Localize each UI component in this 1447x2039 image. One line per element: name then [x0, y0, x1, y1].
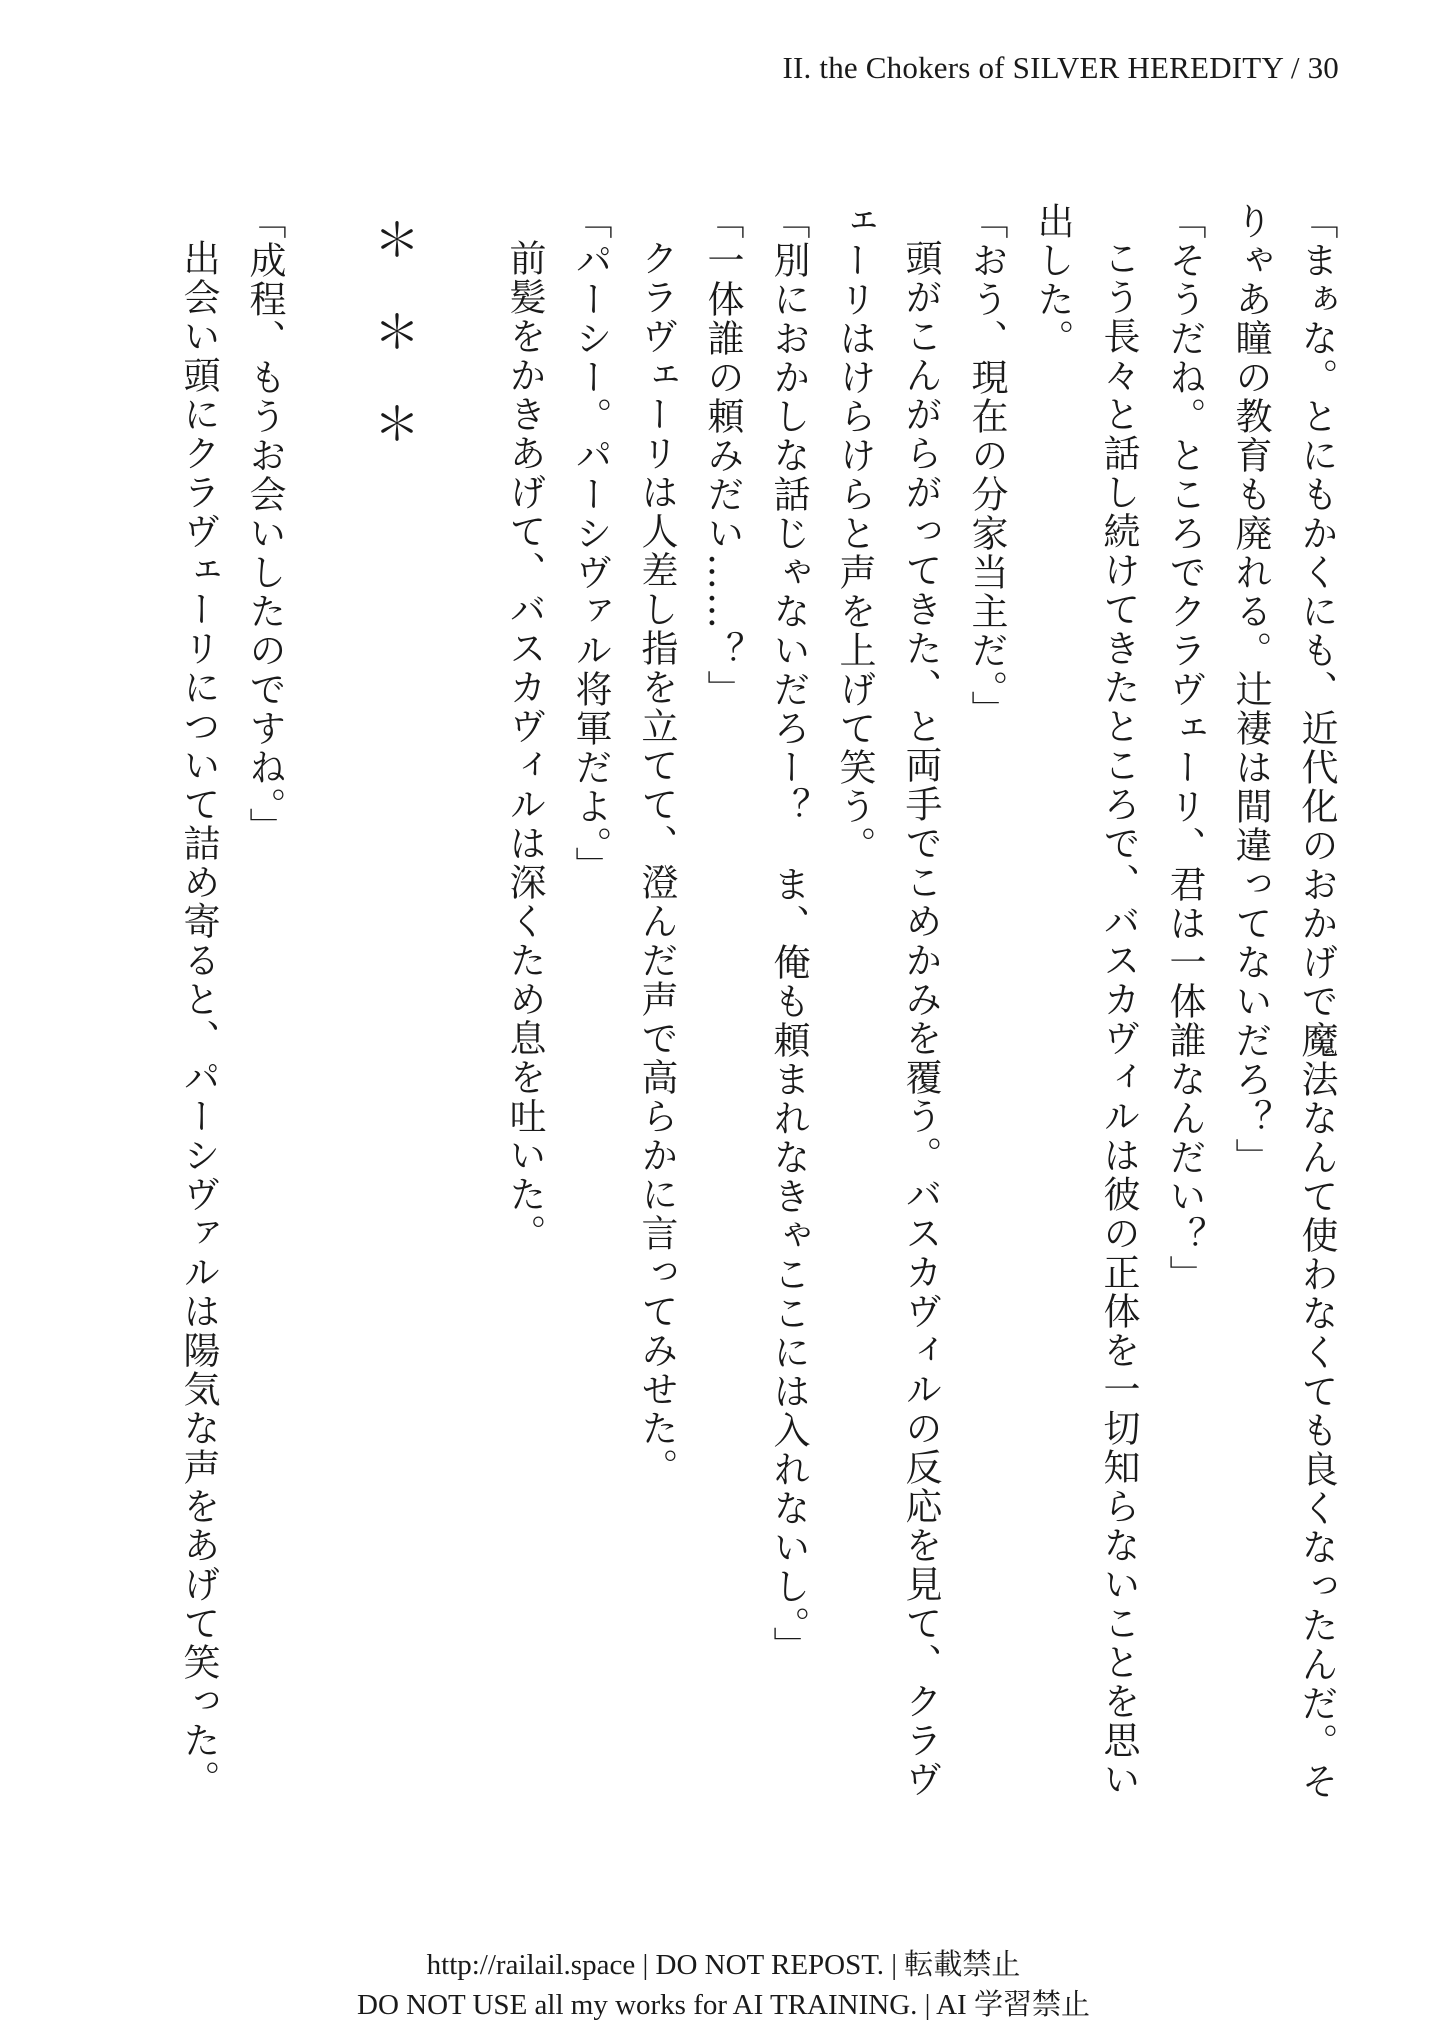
paragraph-dialogue: 「一体誰の頼みだい……？」 — [701, 202, 744, 709]
paragraph-dialogue: 「まぁな。とにもかくにも、近代化のおかげで魔法なんて使わなくても良くなったんだ。そりゃあ瞳の教育も廃れる。辻褄は間違ってないだろ？」 — [1229, 202, 1338, 1801]
footer-notice-line-1: http://railail.space | DO NOT REPOST. | 転載禁止 — [426, 1949, 1021, 1981]
paragraph-narration: 頭がこんがらがってきた、と両手でこめかみを覆う。バスカヴィルの反応を見て、クラヴェーリはけらけらと声を上げて笑う。 — [833, 202, 942, 1799]
page-footer — [0, 1945, 1447, 2025]
vertical-body-text — [129, 202, 1349, 1822]
paragraph-dialogue: 「成程、もうお会いしたのですね。」 — [243, 202, 286, 847]
running-header: II. the Chokers of SILVER HEREDITY / 30 — [782, 50, 1339, 85]
paragraph-dialogue: 「おう、現在の分家当主だ。」 — [965, 202, 1008, 730]
paragraph-dialogue: 「そうだね。ところでクラヴェーリ、君は一体誰なんだい？」 — [1163, 202, 1206, 1294]
scene-break-asterisks: ＊＊＊ — [367, 216, 421, 492]
paragraph-dialogue: 「パーシー。パーシヴァル将軍だよ。」 — [569, 202, 612, 886]
footer-notice-line-2: DO NOT USE all my works for AI TRAINING. | AI 学習禁止 — [357, 1989, 1090, 2021]
paragraph-dialogue: 「別におかしな話じゃないだろー？ ま、俺も頼まれなきゃここには入れないし。」 — [767, 202, 810, 1666]
paragraph-narration: クラヴェーリは人差し指を立てて、澄んだ声で高らかに言ってみせた。 — [635, 239, 678, 1487]
paragraph-narration: 前髪をかきあげて、バスカヴィルは深くため息を吐いた。 — [503, 239, 546, 1253]
paragraph-narration: 出会い頭にクラヴェーリについて詰め寄ると、パーシヴァルは陽気な声をあげて笑った。 — [177, 239, 220, 1799]
paragraph-narration: こう長々と話し続けてきたところで、バスカヴィルは彼の正体を一切知らないことを思い出した。 — [1031, 202, 1140, 1799]
